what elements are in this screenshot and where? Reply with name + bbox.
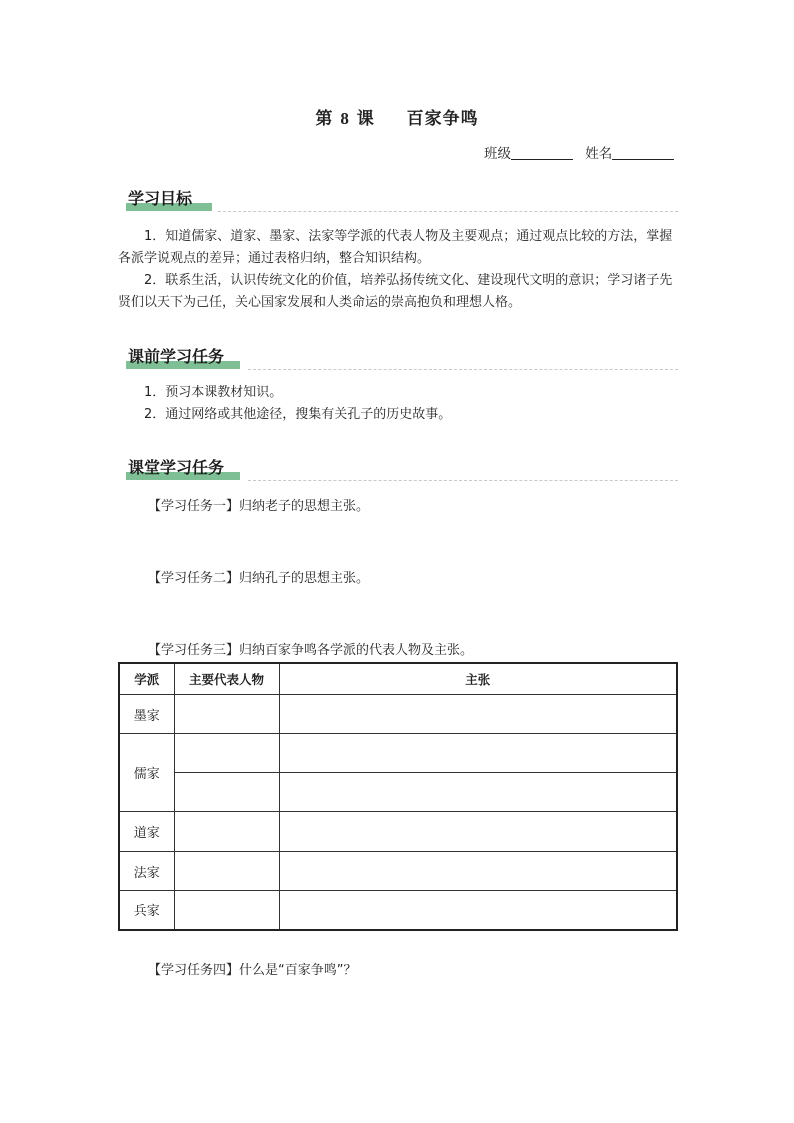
pre-class-item: 2．通过网络或其他途径，搜集有关孔子的历史故事。 bbox=[144, 407, 452, 422]
header-representatives: 主要代表人物 bbox=[174, 663, 279, 695]
representative-cell[interactable] bbox=[174, 812, 279, 852]
title-prefix: 第 bbox=[315, 109, 334, 129]
representative-cell[interactable] bbox=[174, 891, 279, 930]
ideas-cell[interactable] bbox=[279, 891, 677, 930]
section-in-class bbox=[118, 455, 678, 485]
section-title: 课堂学习任务 bbox=[128, 458, 225, 477]
student-info-line bbox=[484, 142, 674, 162]
table-row bbox=[119, 852, 677, 891]
title-main: 百家争鸣 bbox=[406, 109, 479, 129]
school-name: 法家 bbox=[119, 852, 174, 891]
lesson-number: 8 bbox=[340, 109, 350, 128]
representative-cell[interactable] bbox=[174, 773, 279, 812]
section-divider bbox=[218, 211, 678, 212]
table-row bbox=[119, 695, 677, 734]
ideas-cell[interactable] bbox=[279, 773, 677, 812]
representative-cell[interactable] bbox=[174, 695, 279, 734]
name-blank[interactable] bbox=[612, 145, 674, 160]
schools-table bbox=[118, 662, 678, 931]
table-row bbox=[119, 773, 677, 812]
task-two: 【学习任务二】归纳孔子的思想主张。 bbox=[148, 571, 370, 586]
ideas-cell[interactable] bbox=[279, 695, 677, 734]
school-name: 墨家 bbox=[119, 695, 174, 734]
class-blank[interactable] bbox=[511, 145, 573, 160]
goals-content bbox=[118, 226, 680, 314]
ideas-cell[interactable] bbox=[279, 734, 677, 773]
school-name: 儒家 bbox=[119, 734, 174, 812]
table-header-row bbox=[119, 663, 677, 695]
task-four: 【学习任务四】什么是“百家争鸣”？ bbox=[148, 963, 357, 978]
task-one: 【学习任务一】归纳老子的思想主张。 bbox=[148, 499, 370, 514]
goal-item: 1．知道儒家、道家、墨家、法家等学派的代表人物及主要观点；通过观点比较的方法，掌握各派学说观点的差异；通过表格归纳，整合知识结构。 bbox=[118, 229, 673, 266]
table-row bbox=[119, 812, 677, 852]
header-ideas: 主张 bbox=[279, 663, 677, 695]
ideas-cell[interactable] bbox=[279, 852, 677, 891]
table-row bbox=[119, 891, 677, 930]
section-pre-class bbox=[118, 344, 678, 374]
table-row bbox=[119, 734, 677, 773]
representative-cell[interactable] bbox=[174, 734, 279, 773]
section-divider bbox=[248, 369, 678, 370]
representative-cell[interactable] bbox=[174, 852, 279, 891]
name-label: 姓名 bbox=[585, 146, 613, 162]
task-three: 【学习任务三】归纳百家争鸣各学派的代表人物及主张。 bbox=[148, 643, 474, 658]
page-title bbox=[0, 104, 794, 129]
pre-class-item: 1．预习本课教材知识。 bbox=[144, 385, 283, 400]
school-name: 道家 bbox=[119, 812, 174, 852]
section-title: 学习目标 bbox=[128, 189, 193, 208]
goal-item: 2．联系生活，认识传统文化的价值，培养弘扬传统文化、建设现代文明的意识；学习诸子先贤们以天下为己任，关心国家发展和人类命运的崇高抱负和理想人格。 bbox=[118, 273, 673, 310]
class-label: 班级 bbox=[484, 146, 511, 162]
pre-class-content bbox=[118, 382, 680, 426]
section-title: 课前学习任务 bbox=[128, 347, 225, 366]
section-goals bbox=[118, 186, 678, 216]
section-divider bbox=[248, 480, 678, 481]
title-middle: 课 bbox=[356, 109, 375, 129]
ideas-cell[interactable] bbox=[279, 812, 677, 852]
school-name: 兵家 bbox=[119, 891, 174, 930]
header-school: 学派 bbox=[119, 663, 174, 695]
